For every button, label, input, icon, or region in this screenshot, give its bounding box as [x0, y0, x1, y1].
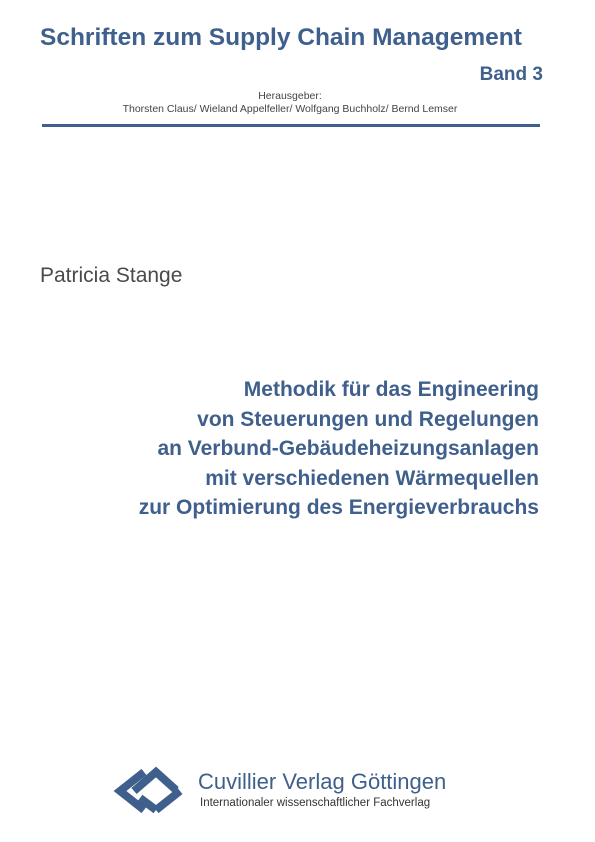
title-line: Methodik für das Engineering [243, 378, 539, 401]
editors-block [40, 90, 540, 116]
publisher-name: Cuvillier Verlag Göttingen [198, 769, 447, 794]
publisher-logo-icon [110, 766, 190, 816]
book-title [39, 375, 539, 523]
header-divider [42, 124, 540, 127]
series-title: Schriften zum Supply Chain Management [40, 24, 522, 51]
title-line: an Verbund-Gebäudeheizungsanlagen [157, 437, 539, 460]
editors-names: Thorsten Claus/ Wieland Appelfeller/ Wolfgang Buchholz/ Bernd Lemser [122, 103, 458, 115]
title-line: zur Optimierung des Energieverbrauchs [138, 496, 539, 519]
author-name: Patricia Stange [40, 264, 183, 287]
volume-number: Band 3 [479, 64, 543, 85]
title-line: von Steuerungen und Regelungen [197, 407, 539, 431]
publisher-tagline: Internationaler wissenschaftlicher Fachverlag [200, 797, 431, 809]
title-line: mit verschiedenen Wärmequellen [205, 466, 539, 490]
publisher-block [110, 766, 490, 816]
editors-label: Herausgeber: [258, 90, 322, 102]
